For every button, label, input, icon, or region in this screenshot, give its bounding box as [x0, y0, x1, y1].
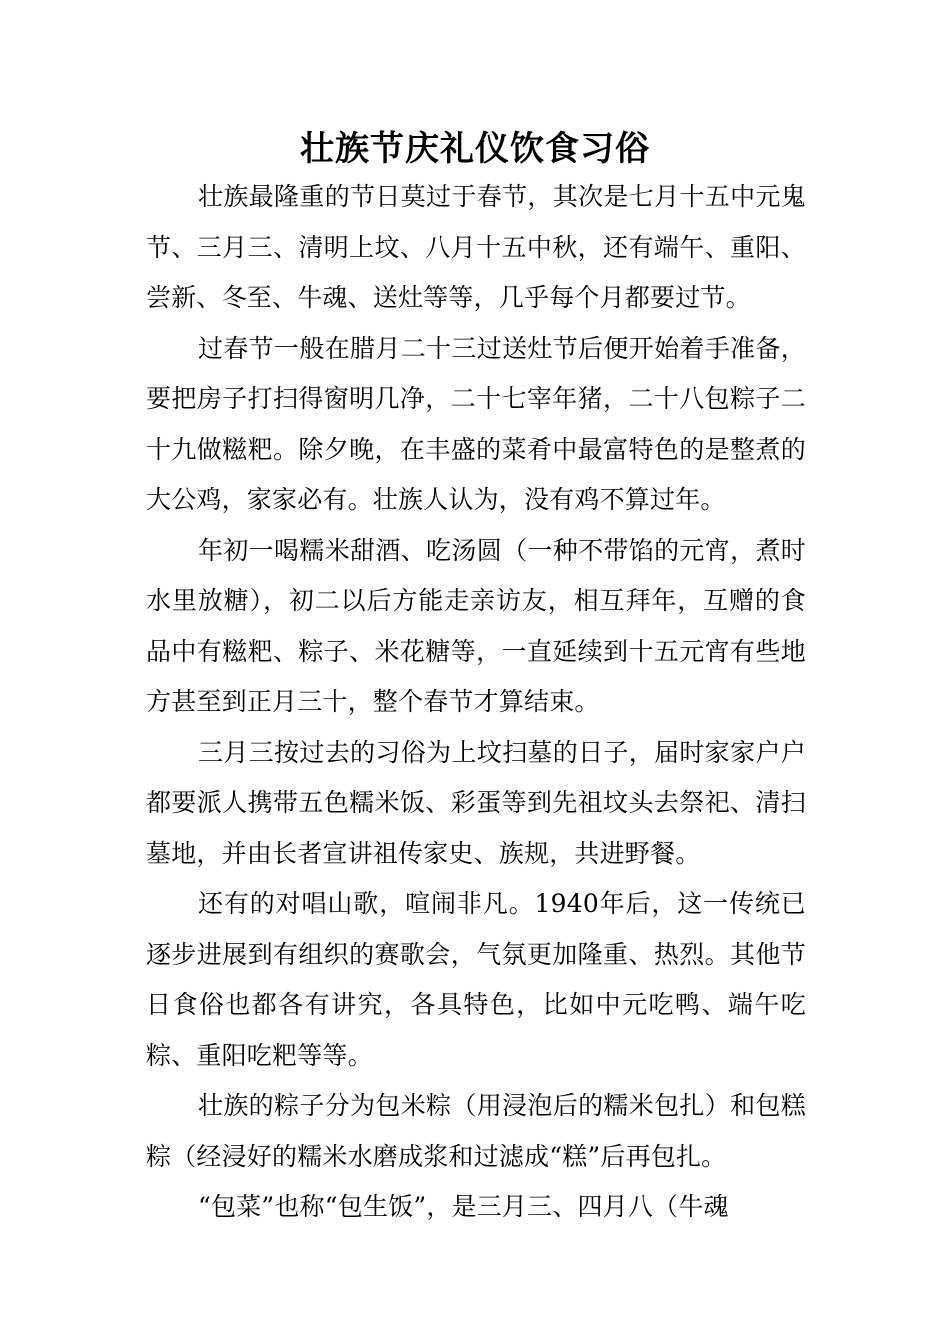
paragraph-6: 壮族的粽子分为包米粽（用浸泡后的糯米包扎）和包糕粽（经浸好的糯米水磨成浆和过滤成“糕”后再包扎。: [146, 1091, 806, 1171]
paragraph-4: 三月三按过去的习俗为上坟扫墓的日子，届时家家户户都要派人携带五色糯米饭、彩蛋等到先祖坟头去祭祀、清扫墓地，并由长者宣讲祖传家史、族规，共进野餐。: [146, 737, 806, 868]
document-body: [146, 172, 806, 1233]
paragraph-3: 年初一喝糯米甜酒、吃汤圆（一种不带馅的元宵，煮时水里放糖），初二以后方能走亲访友，相互拜年，互赠的食品中有糍粑、粽子、米花糖等，一直延续到十五元宵有些地方甚至到正月三十，整个春节才算结束。: [146, 535, 806, 716]
paragraph-2: 过春节一般在腊月二十三过送灶节后便开始着手准备，要把房子打扫得窗明几净，二十七宰年猪，二十八包粽子二十九做糍粑。除夕晚，在丰盛的菜肴中最富特色的是整煮的大公鸡，家家必有。壮族人认为，没有鸡不算过年。: [146, 333, 806, 514]
paragraph-1: 壮族最隆重的节日莫过于春节，其次是七月十五中元鬼节、三月三、清明上坟、八月十五中秋，还有端午、重阳、尝新、冬至、牛魂、送灶等等，几乎每个月都要过节。: [146, 182, 806, 312]
page-title: 壮族节庆礼仪饮食习俗: [300, 129, 650, 169]
paragraph-7: “包菜”也称“包生饭”，是三月三、四月八（牛魂: [198, 1192, 729, 1221]
paragraph-5: 还有的对唱山歌，喧闹非凡。1940年后，这一传统已逐步进展到有组织的赛歌会，气氛更加隆重、热烈。其他节日食俗也都各有讲究，各具特色，比如中元吃鸭、端午吃粽、重阳吃粑等等。: [146, 889, 806, 1070]
